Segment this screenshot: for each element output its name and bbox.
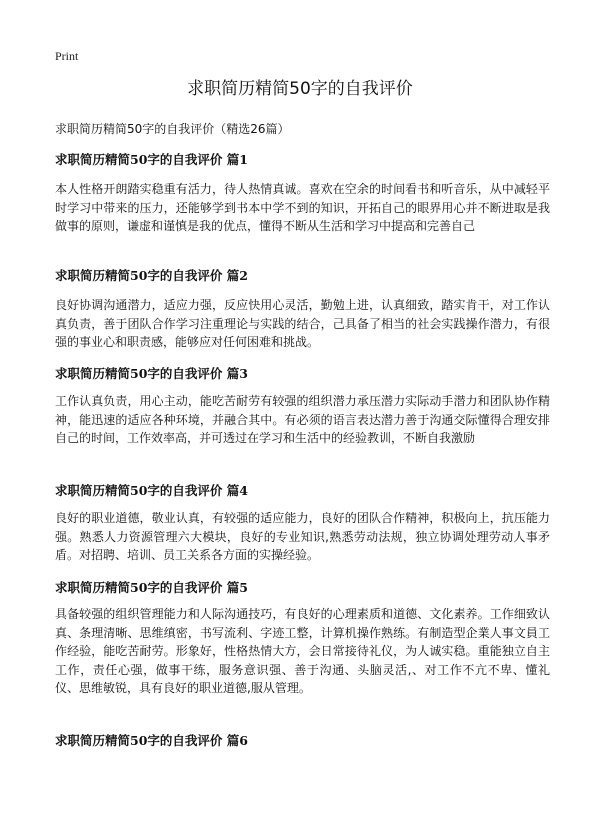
section-heading-1: 求职简历精简50字的自我评价 篇1 bbox=[55, 152, 248, 167]
section-heading-3: 求职简历精简50字的自我评价 篇3 bbox=[55, 366, 248, 381]
document-subtitle: 求职简历精简50字的自我评价（精选26篇） bbox=[55, 122, 290, 136]
section-body-1: 本人性格开朗踏实稳重有活力，待人热情真诚。喜欢在空余的时间看书和听音乐，从中减轻平时学习中带来的压力，还能够学到书本中学不到的知识，开拓自己的眼界用心并不断进取是我做事的原则，谦虚和谨慎是我的优点，懂得不断从生活和学习中提高和完善自己 bbox=[55, 182, 550, 233]
section-body-3: 工作认真负责，用心主动，能吃苦耐劳有较强的组织潜力承压潜力实际动手潜力和团队协作精神，能迅速的适应各种环境，并融合其中。有必须的语言表达潜力善于沟通交际懂得合理安排自己的时间，工作效率高，并可透过在学习和生活中的经验教训，不断自我激励 bbox=[55, 394, 550, 445]
print-link[interactable]: Print bbox=[55, 49, 79, 63]
section-heading-4: 求职简历精简50字的自我评价 篇4 bbox=[55, 483, 248, 498]
section-body-4: 良好的职业道德，敬业认真，有较强的适应能力，良好的团队合作精神，积极向上，抗压能力强。熟悉人力资源管理六大模块，良好的专业知识,熟悉劳动法规，独立协调处理劳动人事矛盾。对招聘、培训、员工关系各方面的实操经验。 bbox=[55, 511, 550, 562]
section-heading-2: 求职简历精简50字的自我评价 篇2 bbox=[55, 268, 248, 283]
section-heading-5: 求职简历精简50字的自我评价 篇5 bbox=[55, 580, 248, 595]
section-body-2: 良好协调沟通潜力，适应力强，反应快用心灵活，勤勉上进，认真细致，踏实肯干，对工作认真负责，善于团队合作学习注重理论与实践的结合，己具备了相当的社会实践操作潜力，有很强的事业心和职责感，能够应对任何困难和挑战。 bbox=[55, 298, 550, 349]
page-title: 求职简历精简50字的自我评价 bbox=[187, 79, 413, 99]
section-body-5: 具备较强的组织管理能力和人际沟通技巧，有良好的心理素质和道德、文化素养。工作细致认真、条理清晰、思维缜密，书写流利、字迹工整，计算机操作熟练。有制造型企業人事文員工作经验，能吃苦耐劳。形象好，性格热情大方，会日常接待礼仪，为人诚实稳。重能独立自主工作，责任心强，做事干练，服务意识强、善于沟通、头脑灵活,、对工作不亢不卑、懂礼仪、思维敏锐，具有良好的职业道德,服从管理。 bbox=[55, 607, 550, 695]
section-heading-6: 求职简历精简50字的自我评价 篇6 bbox=[55, 733, 248, 748]
